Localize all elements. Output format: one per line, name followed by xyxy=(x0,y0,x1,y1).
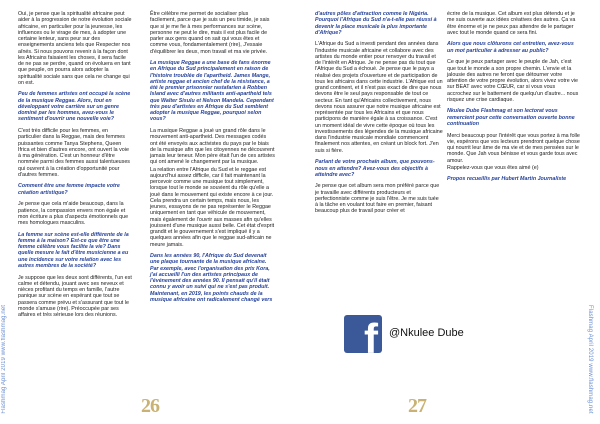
question: Peu de femmes artistes ont occupé la scène de la musique Reggae. Alors, tout en développant votre carrière sur un genre dominé par les hommes, avez-vous le sentiment d'ouvrir une nouvelle voie? xyxy=(18,91,131,123)
paragraph: écrire de la musique. Cet album est plus détendu et je me suis ouverte aux idées créatives des autres. Ça va être énorme et je ne peux pas attendre de le partager avec tout le monde quand ce sera fini. xyxy=(447,11,576,36)
paragraph: Ce que je peux partager avec le peuple de Jah, c'est que tout le monde a son propre chemin. L'envie et la jalousie des autres ne feront que détourner votre attention de votre propre évolution, alors vivez votre vie sur BEAT avec votre CŒUR, car si vous vous accrochez sur le battement de quelqu'un d'autre... nous risquez une crise cardiaque. xyxy=(447,59,579,103)
column-4 xyxy=(447,11,580,188)
interviewer-credit: Propos recueillis par Hubert Martin Journaliste xyxy=(447,176,567,183)
column-3 xyxy=(315,11,443,220)
left-margin-credit: Flashmag April 2019 www.flashmag.net xyxy=(1,305,7,414)
paragraph: Oui, je pense que la spiritualité africaine peut aider à la progression de notre évolution sociale africaine, en particulier pour la jeunesse, les influences ou le virage de mes, à adopter une certaine lenteur, sans peur sur des enseignements anciens tels que Respecter nos aînés. Si nous pouvons revenir à la façon dont les Africains faisaient les choses, il sera facile de ne pas se perdre, quand on évoluera en tant que peuple, on pourra alors adopter la spiritualité sociale sans que cela ne change qui on est. xyxy=(18,11,132,86)
question: Dans les années 90, l'Afrique du Sud devenait une plaque tournante de la musique africaine. Par exemple, avec l'organisation des prix Kora, j'ai accueilli l'un des artistes principaux de l'événement des années 90. Il pensait qu'il était connu y avoir un suivi qui ne s'est pas produit. Maintenant, en 2019, les points chauds de la musique africaine ont radicalement changé vers xyxy=(150,253,273,303)
facebook-handle: @Nkulee Dube xyxy=(389,327,464,339)
paragraph: Je suppose que les deux sont différents, l'un est calme et détendu, jouant avec ses neveux et nièces profitant du temps en famille, l'autre panique sur scène en espérant que tout se passera comme prévu et s'assurant que tout le monde s'amuse (rire). Préoccupée par ses affaires et très sérieuse lors des réunions. xyxy=(18,274,132,319)
page-number-left: 26 xyxy=(141,395,159,417)
question: Alors que nous clôturons cet entretien, avez-vous un mot particulier à adresser au public? xyxy=(447,41,574,54)
page-number-right: 27 xyxy=(408,395,426,417)
question: La musique Reggae a une base de fans énorme en Afrique du Sud principalement en raison de l'histoire troublée de l'apartheid. James Mange, artiste reggae et ancien chef de la résistance, a été le premier prisonnier rastafarien à Robben Island avec d'autres militants anti-apartheid tels que Walter Sisulu et Nelson Mandela. Cependant très peu d'artistes en Afrique du Sud semblent adopter la musique Reggae, pourquoi selon vous? xyxy=(150,60,274,123)
paragraph: C'est très difficile pour les femmes, en particulier dans la Reggae, mais des femmes puissantes comme Tanya Stephens, Queen Ifrica et bien d'autres encore, ont ouvert la voie à ma génération. C'est un honneur d'être nommée parmi des femmes aussi talentueuses qui ouvrent à la création d'opportunité pour d'autres femmes. xyxy=(18,128,130,178)
column-1 xyxy=(18,11,132,324)
question: Nkulee Dube Flashmag et son lectorat vous remercient pour cette conversation ouverte bonne continuation xyxy=(447,108,575,127)
right-margin-credit: Flashmag April 2019 www.flashmag.net xyxy=(587,305,593,414)
question: La femme sur scène est-elle différente de la femme à la maison? Est-ce que être une femme célèbre vous facilite la vie? Dans quelle mesure le fait d'être musicienne a eu une incidence sur votre relation avec les autres membres de la société? xyxy=(18,231,129,269)
question: Comment être une femme impacte votre création artistique? xyxy=(18,183,120,196)
question: Parlant de votre prochain album, que pouvons-nous en attendre? Avez-vous des objectifs à atteindre avec? xyxy=(315,159,435,178)
paragraph: Je pense que cela m'aide beaucoup, dans la patience, la compassion envers mon égale et mon écriture a plus d'aspects émotionnels que mes homologues masculins. xyxy=(18,201,129,227)
paragraph: La musique Reggae a joué un grand rôle dans le mouvement anti-apartheid. Des messages codés ont été envoyés aux activistes du pays par le biais de la musique afin que les citoyennes ne découvrent jamais leur teneur. Mon père était l'un de ces artistes qui ont amené le changement par la musique. xyxy=(150,128,275,166)
paragraph: L'Afrique du Sud a investi pendant des années dans l'industrie musicale africaine et collabore avec des artistes du monde entier pour renvoyer du travail et de l'intérêt en Afrique. Je ne pense pas du tout que l'Afrique du Sud a échoué. Je pense que le pays a réalisé des projets d'ouverture et de participation de tous les africains dans cette industrie. L'Afrique est un grand continent, et il n'est pas exact de dire que nous devons être le seul pays responsable de tout ce secteur. En tant qu'Africains collectivement, nous devons nous assurer que notre musique africaine est représentée par tous les Africains et que nous participons de manière égale à sa croissance. C'est un moment idéal de vivre cette époque où tous les investissements des légendes de la musique africaine dans l'industrie musicale mondiale commencent finalement nos attentes, en créant un block fort. J'en suis si fière. xyxy=(315,41,443,154)
column-2 xyxy=(150,11,275,309)
paragraph: Merci beaucoup pour l'intérêt que vous portez à ma folle vie, espérons que vos lecteurs prendront quelque chose qui nourrit leur âme de ma vie et de mes pensées sur le monde. Que Jah vous bénisse et vous garde tous avec amour. xyxy=(447,132,580,164)
paragraph: Rappelez-vous que vous êtes aimé (e) xyxy=(447,164,539,171)
paragraph: La relation entre l'Afrique du Sud et le reggae est aujourd'hui assez difficile, car il fait maintenant la percevoir comme une musique tout simplement, lorsque tout le monde se souvient du rôle qu'elle a joué dans le mouvement qui existe encore à ce jour. Cela prendra un certain temps, mais nous, les jeunes, essayons de ne pas représenter le Reggae uniquement en tant que véhicule de mouvement, mais également de l'ouvrir aux masses afin qu'elles jouissent d'une musique aussi belle. Cet état d'esprit grandit et le gouvernement s'est impliqué il y a quelques années afin que le reggae sud-africain ne meure jamais. xyxy=(150,166,275,248)
paragraph: Je pense que cet album sera mon préféré parce que je travaille avec différents producteurs et perfectionniste comme je suis l'être. Je me suis tuée à la tâche en voulant tout faire en premier, faisant beaucoup plus de travail pour créer et xyxy=(315,183,440,215)
paragraph: Être célèbre me permet de socialiser plus facilement, parce que je suis un peu timide, je sais que si je me fie à mes performances sur scène, personne ne peut le dire, mais il est plus facile de parler aux gens quand on sait qui vous êtes et comme vous, fondamentalement (rire), J'essaie d'équilibrer les deux, mon travail et ma vie privée. xyxy=(150,11,270,55)
facebook-icon: f xyxy=(344,315,382,353)
question: d'autres pôles d'attraction comme le Nigéria. Pourquoi l'Afrique du Sud n'a-t-elle pas réussi à devenir la place musicale la plus importante d'Afrique? xyxy=(315,11,437,36)
